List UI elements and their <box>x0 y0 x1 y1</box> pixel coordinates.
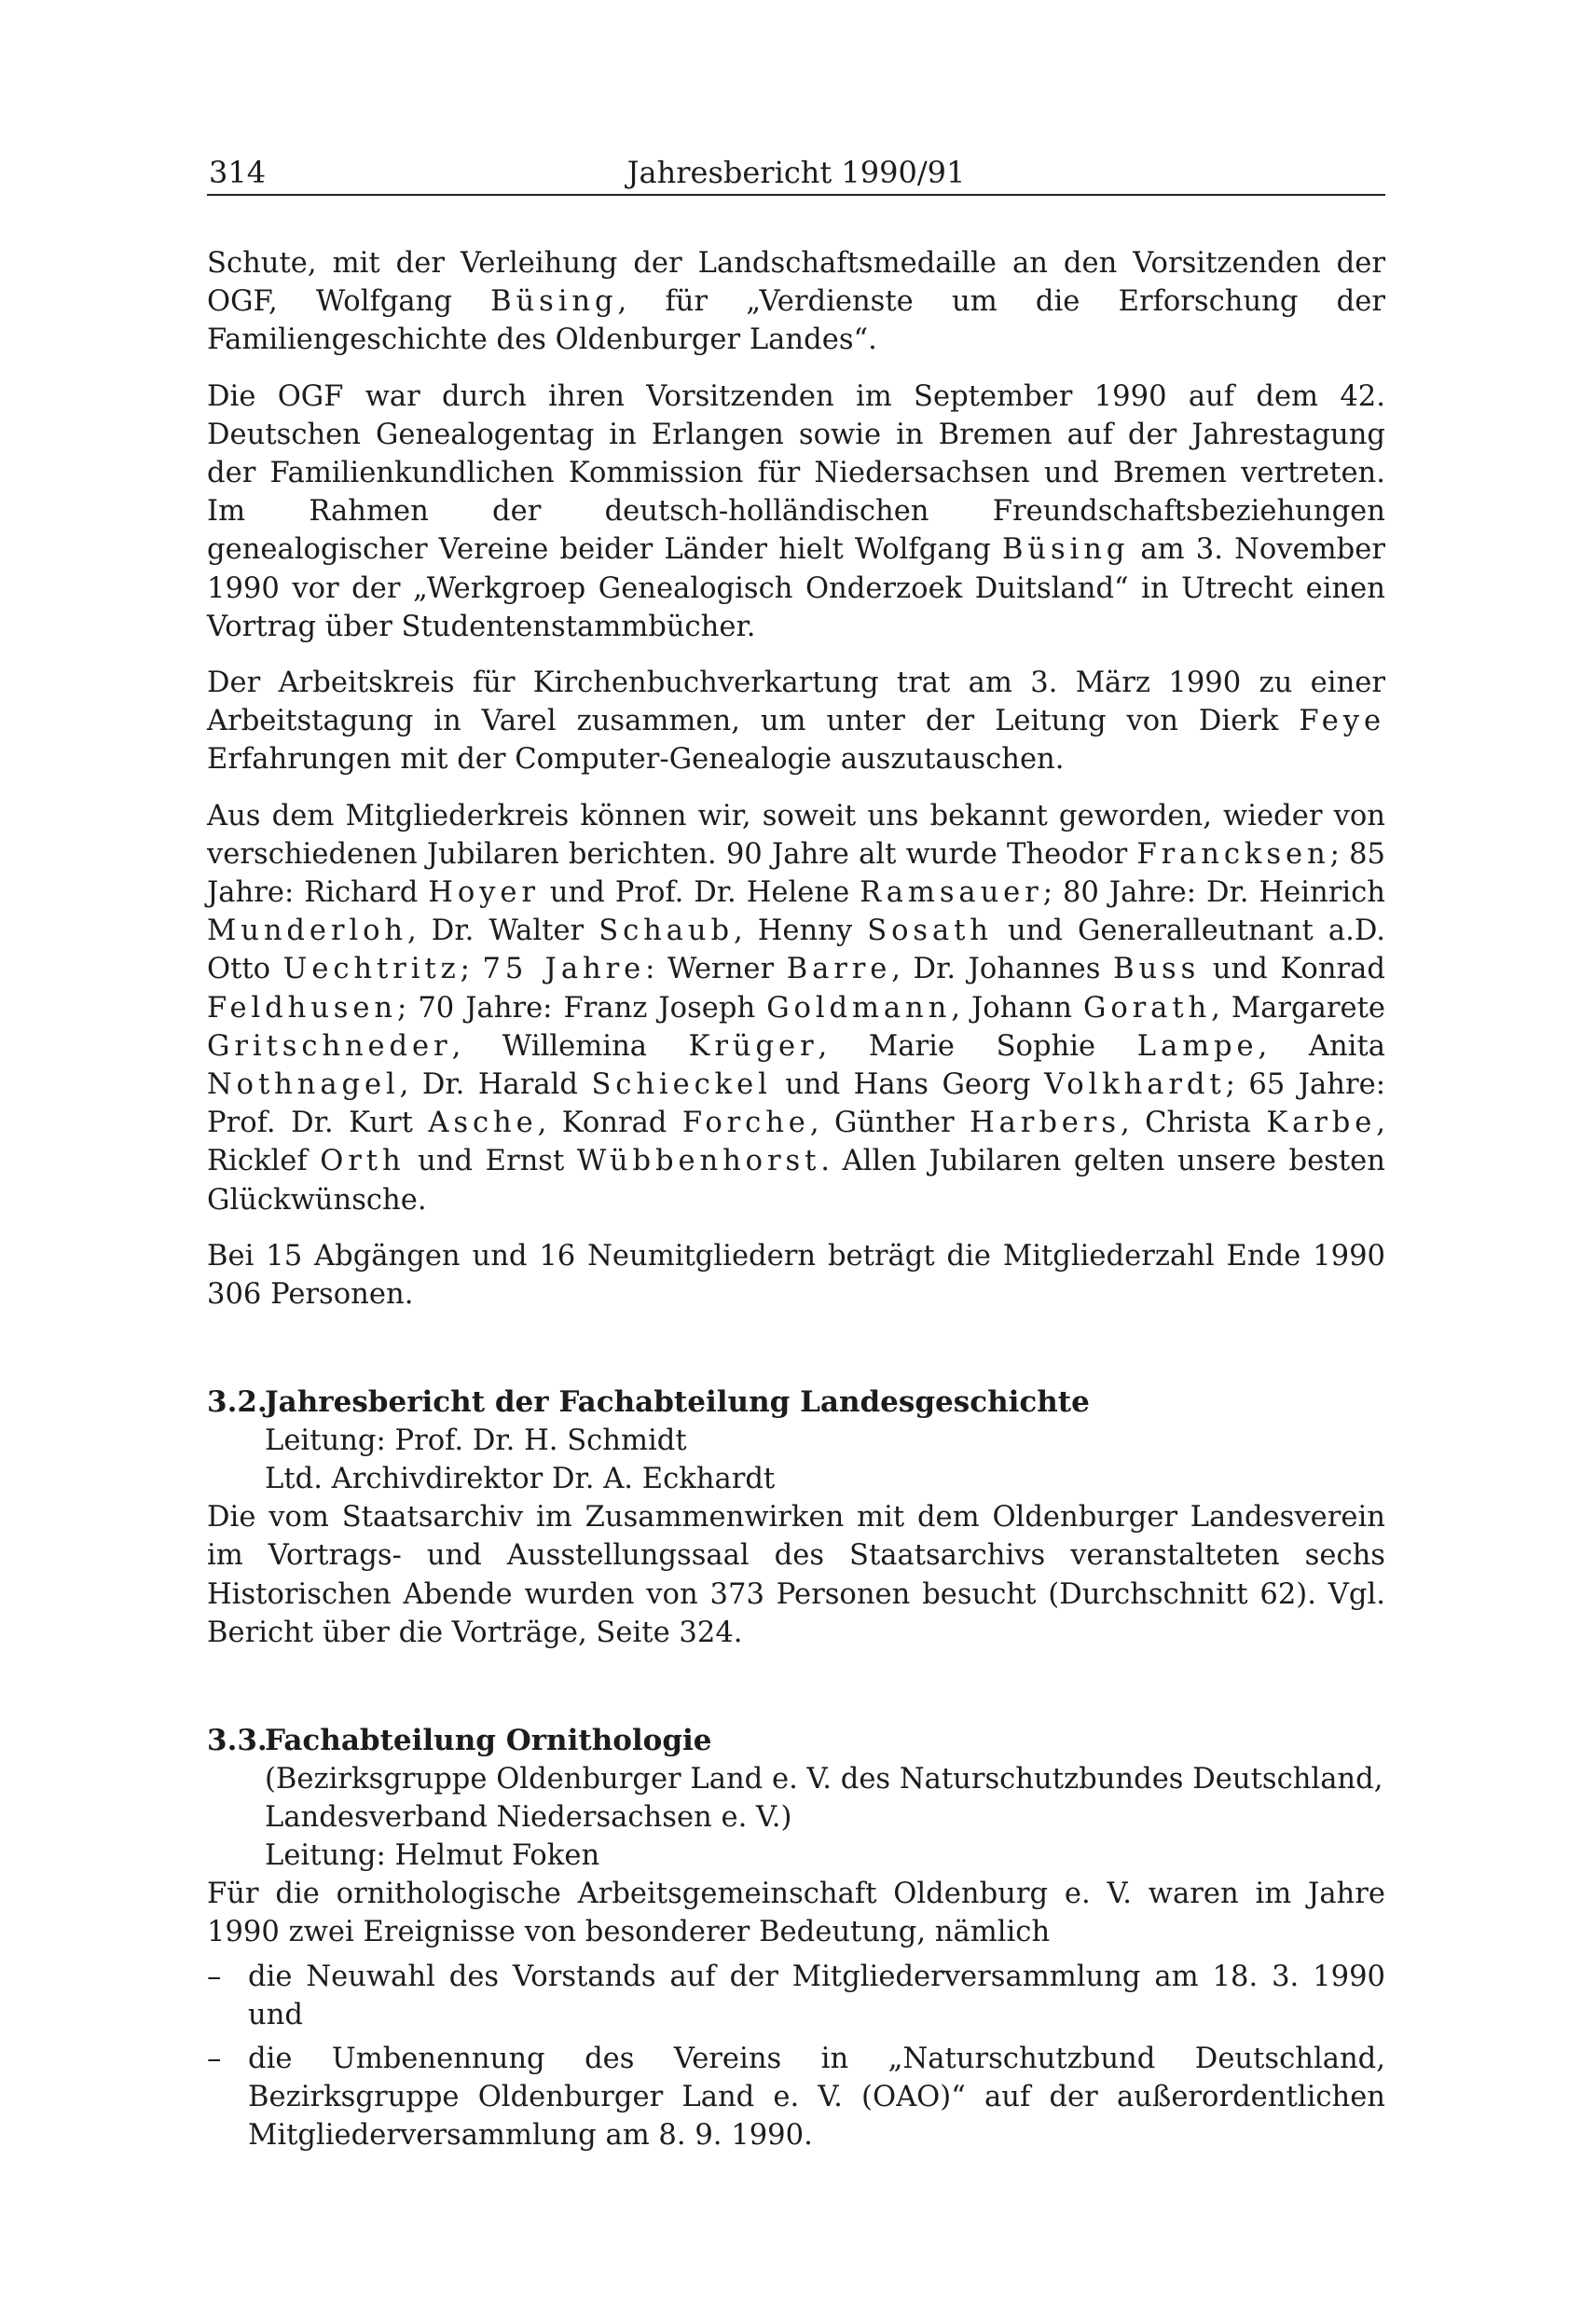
paragraph-2: Die OGF war durch ihren Vorsitzenden im September 1990 auf dem 42. Deutschen Genealogentag in Erlangen sowie in Bremen auf der Jahrestagung der Familienkundlichen Kommission für Niedersachsen und Bremen vertreten. Im Rahmen der deutsch-holländischen Freundschaftsbeziehungen genealogischer Vereine beider Länder hielt Wolfgang Büsing am 3. November 1990 vor der „Werkgroep Genealogisch Onderzoek Duitsland“ in Utrecht einen Vortrag über Studentenstammbücher. <box>207 379 1385 643</box>
spaced-name: Feldhusen <box>207 991 398 1025</box>
section-3-3 <box>207 1721 1385 2154</box>
section-3-2 <box>207 1383 1385 1652</box>
spaced-name: 75 Jahre <box>482 953 646 986</box>
spaced-name: Volkhardt <box>1044 1068 1226 1102</box>
spaced-name: Karbe <box>1266 1107 1377 1140</box>
spaced-name: Feye <box>1299 705 1385 738</box>
running-title: Jahresbericht 1990/91 <box>626 155 966 190</box>
section-number: 3.2. <box>207 1385 268 1420</box>
spaced-name: Gorath <box>1083 991 1212 1025</box>
spaced-name: Harbers <box>970 1107 1121 1140</box>
page-number: 314 <box>209 155 267 190</box>
spaced-name: Buss <box>1113 953 1201 986</box>
spaced-name: Ramsauer <box>860 876 1043 910</box>
list-item: – die Neuwahl des Vorstands auf der Mitgliederversammlung am 18. 3. 1990 und <box>207 1958 1385 2034</box>
dash-bullet: – <box>207 2042 222 2075</box>
spaced-name: Asche <box>428 1107 538 1140</box>
section-subline: Ltd. Archivdirektor Dr. A. Eckhardt <box>265 1463 776 1496</box>
spaced-name: Wübbenhorst <box>576 1145 821 1178</box>
spaced-name: Uechtritz <box>282 953 461 986</box>
spaced-name: Büsing <box>1001 533 1130 567</box>
spaced-name: Nothnagel <box>207 1068 400 1102</box>
spaced-name: Gritschneder <box>207 1029 452 1063</box>
spaced-name: Francksen <box>1136 837 1330 871</box>
running-header <box>207 149 1385 196</box>
section-title: Fachabteilung Ornithologie <box>265 1724 712 1758</box>
section-subheading <box>207 1422 1385 1498</box>
section-subheading <box>207 1760 1385 1875</box>
section-subline: Leitung: Helmut Foken <box>265 1839 600 1873</box>
spaced-name: Büsing <box>490 285 618 319</box>
paragraph-1: Schute, mit der Verleihung der Landschaftsmedaille an den Vorsitzenden der OGF, Wolfgang Büsing, für „Verdienste um die Erforschung der Familiengeschichte des Oldenburger Landes“. <box>207 247 1385 357</box>
dash-bullet: – <box>207 1960 222 1993</box>
section-subline: Landesverband Niedersachsen e. V.) <box>265 1801 792 1835</box>
section-number: 3.3. <box>207 1724 268 1758</box>
spaced-name: Orth <box>320 1145 406 1178</box>
spaced-name: Schieckel <box>591 1068 772 1102</box>
section-subline: (Bezirksgruppe Oldenburger Land e. V. des Naturschutzbundes Deutschland, <box>265 1763 1383 1796</box>
spaced-name: Barre <box>786 953 892 986</box>
section-heading <box>207 1383 1385 1422</box>
paragraph-5: Bei 15 Abgängen und 16 Neumitgliedern beträgt die Mitgliederzahl Ende 1990 306 Personen. <box>207 1239 1385 1312</box>
spaced-name: Hoyer <box>428 876 540 910</box>
section-subline: Leitung: Prof. Dr. H. Schmidt <box>265 1424 687 1458</box>
spaced-name: Forche <box>681 1107 810 1140</box>
spaced-name: Goldmann <box>766 991 952 1025</box>
main-text <box>207 244 1385 2161</box>
spaced-name: Krüger <box>688 1029 819 1063</box>
spaced-name: Sosath <box>867 915 993 948</box>
spaced-name: Lampe <box>1136 1029 1259 1063</box>
list-item: – die Umbenennung des Vereins in „Naturschutzbund Deutschland, Bezirksgruppe Oldenburger Land e. V. (OAO)“ auf der außerordentlichen Mitgliederversammlung am 8. 9. 1990. <box>207 2040 1385 2155</box>
section-paragraph: Die vom Staatsarchiv im Zusammenwirken mit dem Oldenburger Landesverein im Vortrags- und Ausstellungssaal des Staatsarchivs veranstalteten sechs Historischen Abende wurden von 373 Personen besucht (Durchschnitt 62). Vgl. Bericht über die Vorträge, Seite 324. <box>207 1501 1385 1649</box>
paragraph-4-jubilare: Aus dem Mitgliederkreis können wir, soweit uns bekannt geworden, wieder von verschiedenen Jubilaren berichten. 90 Jahre alt wurde Theodor Francksen; 85 Jahre: Richard Hoyer und Prof. Dr. Helene Ramsauer; 80 Jahre: Dr. Heinrich Munderloh, Dr. Walter Schaub, Henny Sosath und Generalleutnant a.D. Otto Uechtritz; 75 Jahre: Werner Barre, Dr. Johannes Buss und Konrad Feldhusen; 70 Jahre: Franz Joseph Goldmann, Johann Gorath, Margarete Gritschneder, Willemina Krüger, Marie Sophie Lampe, Anita Nothnagel, Dr. Harald Schieckel und Hans Georg Volkhardt; 65 Jahre: Prof. Dr. Kurt Asche, Konrad Forche, Günther Harbers, Christa Karbe, Ricklef Orth und Ernst Wübbenhorst. Allen Jubilaren gelten unsere besten Glückwünsche. <box>207 799 1386 1217</box>
section-paragraph: Für die ornithologische Arbeitsgemeinschaft Oldenburg e. V. waren im Jahre 1990 zwei Ereignisse von besonderer Bedeutung, nämlich <box>207 1878 1385 1949</box>
spaced-name: Munderloh <box>207 915 408 948</box>
section-title: Jahresbericht der Fachabteilung Landesgeschichte <box>265 1385 1090 1420</box>
paragraph-3: Der Arbeitskreis für Kirchenbuchverkartung trat am 3. März 1990 zu einer Arbeitstagung in Varel zusammen, um unter der Leitung von Dierk Feye Erfahrungen mit der Computer-Genealogie auszutauschen. <box>207 667 1385 777</box>
spaced-name: Schaub <box>598 915 734 948</box>
section-heading <box>207 1721 1385 1760</box>
